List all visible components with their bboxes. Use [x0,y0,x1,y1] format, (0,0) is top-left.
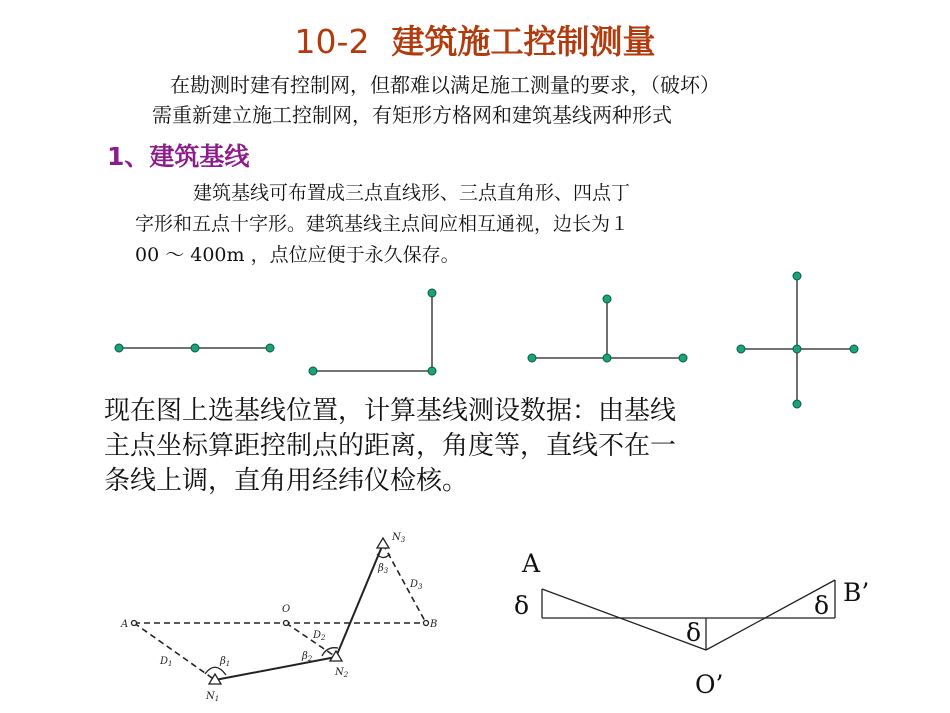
title-code: 10-2 [294,22,370,61]
label-beta2: $\beta_2$ [302,651,313,663]
baseline-point [528,354,536,362]
point-a-marker [132,621,137,626]
note-line-3: 条线上调，直角用经纬仪检核。 [104,466,469,496]
label-beta3: $\beta_3$ [378,563,389,575]
label-n2: $N_2$ [335,667,349,679]
baseline-point [737,345,745,353]
baseline-point [428,367,436,375]
distance-d1 [134,623,215,680]
baseline-point [115,344,123,352]
label-d1: $D_1$ [160,656,173,668]
traverse-diagram [120,532,437,703]
baseline-point [850,345,858,353]
description-line-1: 建筑基线可布置成三点直线形、三点直角形、四点丁 [193,182,631,204]
baseline-point [266,344,274,352]
station-n2-marker [330,651,342,661]
delta-middle: δ [686,618,702,647]
label-d2: $D_2$ [313,630,326,642]
section-heading: 1、建筑基线 [107,142,250,171]
label-d3: $D_3$ [410,579,423,591]
delta-right: δ [814,591,830,620]
baseline-point [793,272,801,280]
point-o-marker [284,621,289,626]
label-beta1: $\beta_1$ [220,656,231,668]
title-text: 建筑施工控制测量 [391,22,656,61]
description-line-3: 00 ～ 400m ，点位应便于永久保存。 [135,244,460,266]
note-line-2: 主点坐标算距控制点的距离，角度等，直线不在一 [104,431,677,461]
baseline-point [679,354,687,362]
distance-d2 [286,623,336,657]
baseline-four-point-t-shape [528,295,687,362]
label-n1: $N_1$ [206,691,220,703]
baseline-point [603,354,611,362]
intro-line-1: 在勘测时建有控制网，但都难以满足施工测量的要求，（破坏） [170,73,720,97]
point-b-marker [424,621,429,626]
baseline-five-point-cross [737,272,858,408]
line-segment [313,293,432,371]
label-a: A [121,619,129,630]
adjustment-diagram [514,549,869,699]
label-b-prime: B’ [843,578,870,607]
baseline-point [793,345,801,353]
note-paragraph [104,394,824,499]
intro-line-2: 需重新建立施工控制网，有矩形方格网和建筑基线两种形式 [152,103,672,127]
baseline-point [603,295,611,303]
note-line-1: 现在图上选基线位置，计算基线测设数据：由基线 [104,396,677,426]
delta-left: δ [514,591,530,620]
baseline-point [191,344,199,352]
label-a-point: A [522,549,541,578]
baseline-point [309,367,317,375]
station-n3-marker [377,538,389,548]
label-o-prime: O’ [695,670,724,699]
baseline-three-point-right-angle [309,289,436,375]
description-line-2: 字形和五点十字形。建筑基线主点间应相互通视，边长为１ [135,213,630,235]
label-n3: $N_3$ [392,532,406,544]
baseline-point [428,289,436,297]
baseline-three-point-line [115,344,274,352]
traverse-line [215,544,383,680]
label-b: B [430,619,438,630]
label-o: O [282,604,291,615]
